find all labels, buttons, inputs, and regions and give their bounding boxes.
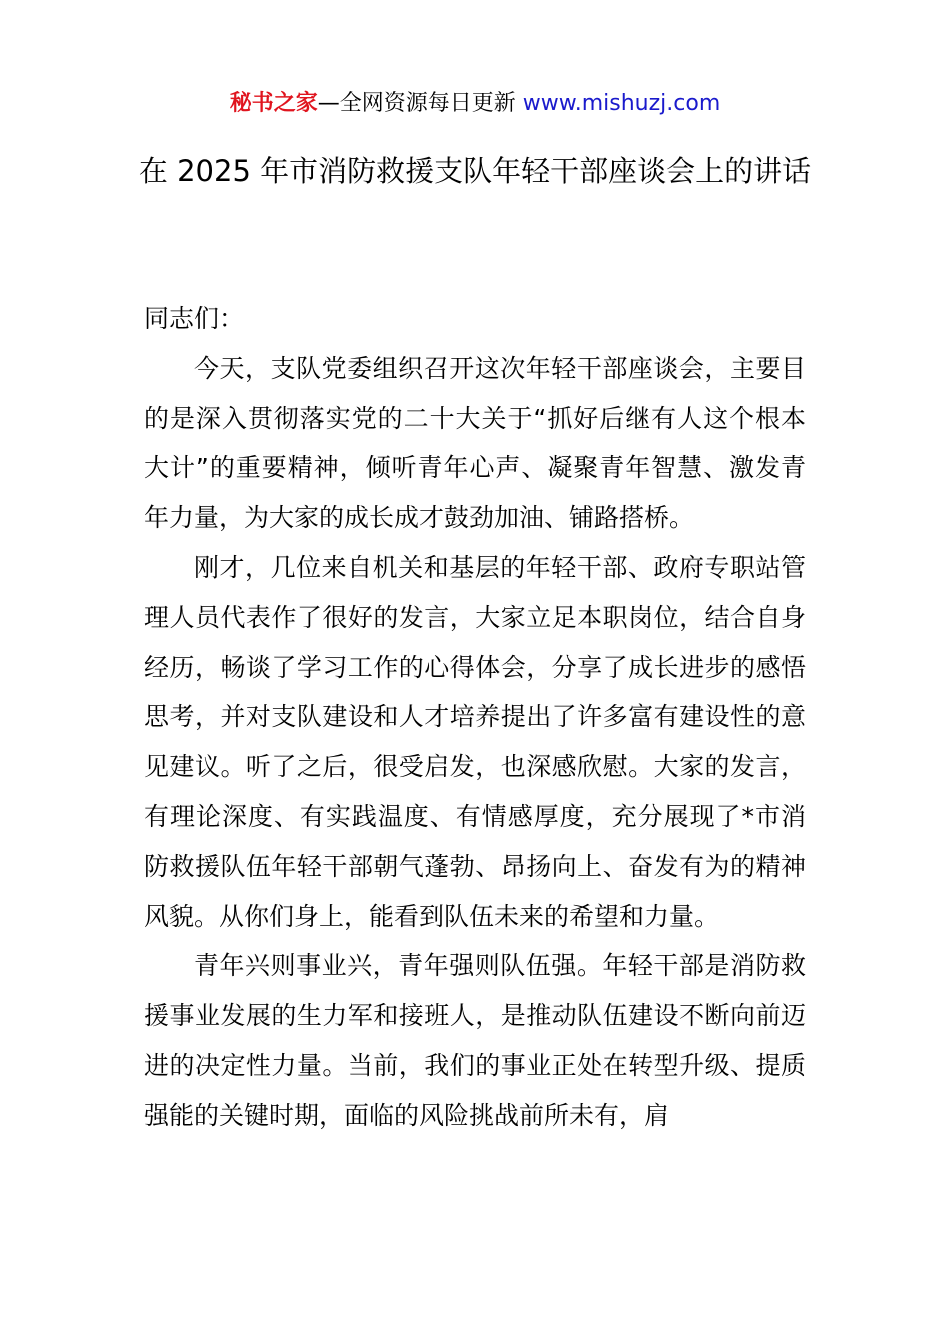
paragraph-3: 青年兴则事业兴，青年强则队伍强。年轻干部是消防救援事业发展的生力军和接班人，是推动队伍建设不断向前迈进的决定性力量。当前，我们的事业正处在转型升级、提质强能的关键时期，面临的风险挑战前所未有，肩	[144, 951, 806, 1130]
document-body	[144, 294, 806, 1141]
paragraph-2: 刚才，几位来自机关和基层的年轻干部、政府专职站管理人员代表作了很好的发言，大家立足本职岗位，结合自身经历，畅谈了学习工作的心得体会，分享了成长进步的感悟思考，并对支队建设和人才培养提出了许多富有建设性的意见建议。听了之后，很受启发，也深感欣慰。大家的发言，有理论深度、有实践温度、有情感厚度，充分展现了*市消防救援队伍年轻干部朝气蓬勃、昂扬向上、奋发有为的精神风貌。从你们身上，能看到队伍未来的希望和力量。	[144, 552, 806, 931]
document-title: 在 2025 年市消防救援支队年轻干部座谈会上的讲话	[138, 154, 812, 188]
paragraph-1: 今天，支队党委组织召开这次年轻干部座谈会，主要目的是深入贯彻落实党的二十大关于“抓好后继有人这个根本大计”的重要精神，倾听青年心声、凝聚青年智慧、激发青年力量，为大家的成长成才鼓劲加油、铺路搭桥。	[144, 353, 806, 533]
site-tagline: —全网资源每日更新	[317, 91, 523, 116]
site-url-link[interactable]: www.mishuzj.com	[522, 91, 721, 116]
site-brand: 秘书之家	[229, 91, 318, 116]
salutation: 同志们：	[144, 304, 245, 333]
site-header	[0, 86, 950, 122]
